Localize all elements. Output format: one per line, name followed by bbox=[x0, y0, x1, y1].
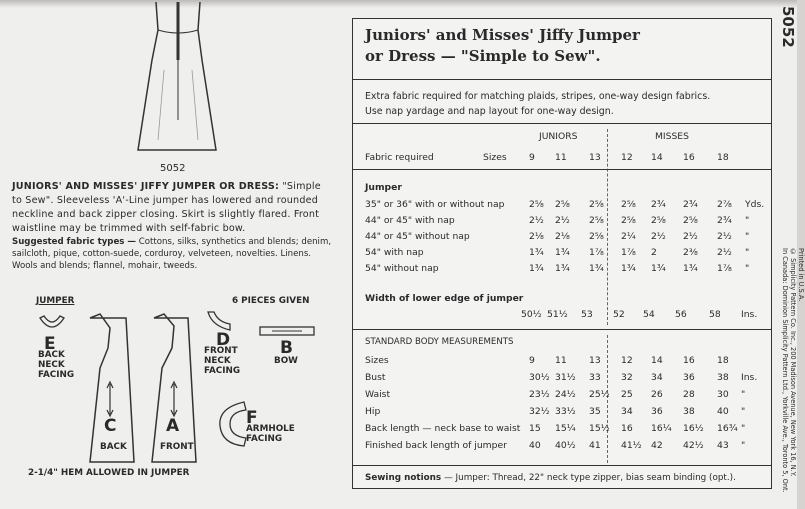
fabric-value: 2⅛ bbox=[529, 231, 544, 242]
jumper-heading: Jumper bbox=[365, 182, 402, 193]
hem-note: 2-1/4" HEM ALLOWED IN JUMPER bbox=[28, 468, 190, 478]
standard-measurements-label: STANDARD BODY MEASUREMENTS bbox=[365, 337, 514, 347]
fabric-value: 2⅝ bbox=[683, 215, 698, 226]
left-panel bbox=[8, 0, 348, 509]
fabric-value: 1¾ bbox=[555, 263, 570, 274]
fabric-value: 2¾ bbox=[717, 215, 732, 226]
note-line-2: Use nap yardage and nap layout for one-way design. bbox=[365, 106, 614, 117]
body-value: 9 bbox=[529, 355, 535, 366]
fabric-row-label: 35" or 36" with or without nap bbox=[365, 199, 505, 210]
fabric-value: 2¾ bbox=[683, 199, 698, 210]
body-value: 28 bbox=[683, 389, 695, 400]
piece-d-name: FRONT NECK FACING bbox=[204, 346, 241, 376]
body-row-label: Finished back length of jumper bbox=[365, 440, 507, 451]
body-value: 30½ bbox=[529, 372, 550, 383]
body-value: 42 bbox=[651, 440, 663, 451]
pattern-pieces bbox=[8, 290, 348, 490]
body-value: 38 bbox=[683, 406, 695, 417]
fabric-required-label: Fabric required bbox=[365, 152, 434, 163]
size-header: 11 bbox=[555, 152, 567, 163]
fabric-value: 1¾ bbox=[555, 247, 570, 258]
fabric-types-text: Cottons, silks, synthetics and blends; denim, sailcloth, pique, cotton-suede, corduroy, velveteen, novelties. Linens. Wools and blends; flannel, mohair, tweeds. bbox=[12, 237, 332, 271]
fabric-value: 2⅞ bbox=[717, 199, 732, 210]
size-header: 13 bbox=[589, 152, 601, 163]
fabric-value: 1⅞ bbox=[717, 263, 732, 274]
piece-e-letter: E bbox=[44, 334, 56, 354]
fabric-row-label: 54" with nap bbox=[365, 247, 424, 258]
body-row-label: Sizes bbox=[365, 355, 389, 366]
copyright-text bbox=[781, 248, 805, 493]
description-title: JUNIORS' AND MISSES' JIFFY JUMPER OR DRESS: bbox=[12, 181, 280, 192]
body-value: 18 bbox=[717, 355, 729, 366]
piece-f-letter: F bbox=[246, 408, 258, 428]
fabric-value: 2 bbox=[651, 247, 657, 258]
description-text: "Simple to Sew". Sleeveless 'A'-Line jumper has lowered and rounded neckline and back zipper closing. Skirt is slightly flared. Front waistline may be trimmed with self-fabric bow. bbox=[12, 181, 321, 234]
fabric-value: 1⅞ bbox=[621, 247, 636, 258]
body-value: 41 bbox=[589, 440, 601, 451]
piece-f-name: ARMHOLE FACING bbox=[246, 424, 295, 444]
body-value: 42½ bbox=[683, 440, 704, 451]
unit: Ins. bbox=[741, 372, 758, 383]
body-value: 26 bbox=[651, 389, 663, 400]
title-line-1: Juniors' and Misses' Jiffy Jumper bbox=[365, 26, 640, 44]
width-value: 58 bbox=[709, 309, 721, 320]
divider bbox=[353, 79, 771, 80]
body-value: 24½ bbox=[555, 389, 576, 400]
body-value: 30 bbox=[717, 389, 729, 400]
body-value: 33 bbox=[589, 372, 601, 383]
body-value: 41½ bbox=[621, 440, 642, 451]
width-label: Width of lower edge of jumper bbox=[365, 293, 524, 304]
body-value: 34 bbox=[651, 372, 663, 383]
body-value: 25½ bbox=[589, 389, 610, 400]
body-value: 35 bbox=[589, 406, 601, 417]
size-header: 12 bbox=[621, 152, 633, 163]
body-value: 43 bbox=[717, 440, 729, 451]
fabric-value: 2⅜ bbox=[683, 247, 698, 258]
sewing-notions bbox=[365, 473, 736, 483]
yardage-chart-panel bbox=[352, 18, 772, 489]
copyright-line-2: In Canada: Dominion Simplicity Pattern Ltd., Yorkville Ave., Toronto 5, Ont. bbox=[781, 248, 789, 493]
body-value: 13 bbox=[589, 355, 601, 366]
fabric-value: 2½ bbox=[529, 215, 544, 226]
size-header: 16 bbox=[683, 152, 695, 163]
unit: " bbox=[741, 440, 746, 451]
body-value: 16 bbox=[621, 423, 633, 434]
width-value: 51½ bbox=[547, 309, 568, 320]
body-row-label: Bust bbox=[365, 372, 386, 383]
body-value: 25 bbox=[621, 389, 633, 400]
back-neck-facing-shape bbox=[38, 314, 66, 336]
body-value: 16 bbox=[683, 355, 695, 366]
juniors-misses-separator bbox=[607, 129, 608, 325]
notions-text: — Jumper: Thread, 22" neck type zipper, bias seam binding (opt.). bbox=[443, 473, 736, 483]
piece-a-name: FRONT bbox=[160, 442, 194, 452]
unit: Ins. bbox=[741, 309, 758, 320]
unit: " bbox=[741, 389, 746, 400]
dress-illustration bbox=[128, 0, 228, 160]
fabric-value: 2½ bbox=[683, 231, 698, 242]
body-value: 40 bbox=[529, 440, 541, 451]
body-value: 16¼ bbox=[651, 423, 672, 434]
fabric-value: 2½ bbox=[555, 215, 570, 226]
body-value: 23½ bbox=[529, 389, 550, 400]
copyright-line-1: © Simplicity Pattern Co. Inc., 200 Madison Avenue, New York 16, N.Y. bbox=[789, 248, 797, 477]
body-value: 38 bbox=[717, 372, 729, 383]
body-value: 32½ bbox=[529, 406, 550, 417]
fabric-value: 2⅝ bbox=[589, 231, 604, 242]
side-pattern-number: 5052 bbox=[779, 6, 797, 48]
fabric-value: 1¾ bbox=[683, 263, 698, 274]
piece-e-name: BACK NECK FACING bbox=[38, 350, 75, 380]
body-value: 14 bbox=[651, 355, 663, 366]
divider bbox=[353, 465, 771, 466]
fabric-value: 2⅝ bbox=[621, 199, 636, 210]
width-value: 52 bbox=[613, 309, 625, 320]
divider bbox=[353, 169, 771, 170]
body-value: 12 bbox=[621, 355, 633, 366]
fabric-value: 2¾ bbox=[651, 199, 666, 210]
fabric-row-label: 54" without nap bbox=[365, 263, 439, 274]
piece-c-letter: C bbox=[104, 416, 117, 436]
fabric-row-label: 44" or 45" with nap bbox=[365, 215, 455, 226]
fabric-value: 2⅝ bbox=[651, 215, 666, 226]
fabric-value: 2⅝ bbox=[621, 215, 636, 226]
body-value: 36 bbox=[683, 372, 695, 383]
piece-c-name: BACK bbox=[100, 442, 127, 452]
unit: " bbox=[741, 406, 746, 417]
body-value: 31½ bbox=[555, 372, 576, 383]
fabric-value: 2⅝ bbox=[555, 199, 570, 210]
body-value: 34 bbox=[621, 406, 633, 417]
fabric-value: 1¾ bbox=[529, 247, 544, 258]
body-value: 15¼ bbox=[555, 423, 576, 434]
title-line-2: or Dress — "Simple to Sew". bbox=[365, 47, 601, 65]
fabric-value: 2⅛ bbox=[555, 231, 570, 242]
unit: " bbox=[745, 263, 750, 274]
pattern-number: 5052 bbox=[160, 163, 186, 174]
width-value: 54 bbox=[643, 309, 655, 320]
pieces-given: 6 PIECES GIVEN bbox=[232, 296, 310, 306]
fabric-value: 2½ bbox=[717, 231, 732, 242]
body-row-label: Hip bbox=[365, 406, 381, 417]
fabric-value: 2⅝ bbox=[589, 199, 604, 210]
size-header: 18 bbox=[717, 152, 729, 163]
body-value: 16¾ bbox=[717, 423, 738, 434]
chart-title bbox=[365, 25, 640, 67]
body-row-label: Waist bbox=[365, 389, 391, 400]
notions-label: Sewing notions bbox=[365, 473, 442, 483]
piece-b-letter: B bbox=[280, 338, 293, 358]
body-value: 32 bbox=[621, 372, 633, 383]
fabric-value: 1¾ bbox=[621, 263, 636, 274]
size-header: 14 bbox=[651, 152, 663, 163]
body-value: 16½ bbox=[683, 423, 704, 434]
fabric-types-label: Suggested fabric types — bbox=[12, 237, 136, 247]
fabric-value: 2¼ bbox=[621, 231, 636, 242]
piece-a-letter: A bbox=[166, 416, 180, 436]
printed-in: Printed in U.S.A. bbox=[797, 248, 805, 302]
fabric-value: 2⅝ bbox=[589, 215, 604, 226]
body-value: 15 bbox=[529, 423, 541, 434]
pattern-description bbox=[12, 180, 332, 236]
unit: " bbox=[745, 231, 750, 242]
unit: " bbox=[741, 423, 746, 434]
width-value: 50½ bbox=[521, 309, 542, 320]
body-row-label: Back length — neck base to waist bbox=[365, 423, 521, 434]
unit: Yds. bbox=[745, 199, 765, 210]
fabric-value: 1¾ bbox=[589, 263, 604, 274]
unit: " bbox=[745, 247, 750, 258]
fabric-suggestions bbox=[12, 236, 334, 272]
body-value: 40½ bbox=[555, 440, 576, 451]
misses-heading: MISSES bbox=[655, 131, 689, 142]
piece-b-name: BOW bbox=[274, 356, 298, 366]
body-value: 40 bbox=[717, 406, 729, 417]
size-header: 9 bbox=[529, 152, 535, 163]
divider bbox=[353, 123, 771, 124]
fabric-value: 1¾ bbox=[529, 263, 544, 274]
sizes-label: Sizes bbox=[483, 152, 507, 163]
fabric-value: 2½ bbox=[717, 247, 732, 258]
width-value: 56 bbox=[675, 309, 687, 320]
piece-d-letter: D bbox=[216, 330, 231, 350]
fabric-note bbox=[365, 89, 710, 119]
fabric-row-label: 44" or 45" without nap bbox=[365, 231, 470, 242]
bow-shape bbox=[258, 324, 318, 338]
width-value: 53 bbox=[581, 309, 593, 320]
body-value: 36 bbox=[651, 406, 663, 417]
note-line-1: Extra fabric required for matching plaids, stripes, one-way design fabrics. bbox=[365, 91, 711, 102]
fabric-value: 2⅝ bbox=[529, 199, 544, 210]
body-value: 11 bbox=[555, 355, 567, 366]
jumper-label: JUMPER bbox=[36, 296, 75, 306]
body-value: 33½ bbox=[555, 406, 576, 417]
fabric-value: 2½ bbox=[651, 231, 666, 242]
juniors-heading: JUNIORS bbox=[539, 131, 578, 142]
fabric-value: 1¾ bbox=[651, 263, 666, 274]
unit: " bbox=[745, 215, 750, 226]
body-value: 15½ bbox=[589, 423, 610, 434]
divider bbox=[353, 329, 771, 330]
fabric-value: 1⅞ bbox=[589, 247, 604, 258]
